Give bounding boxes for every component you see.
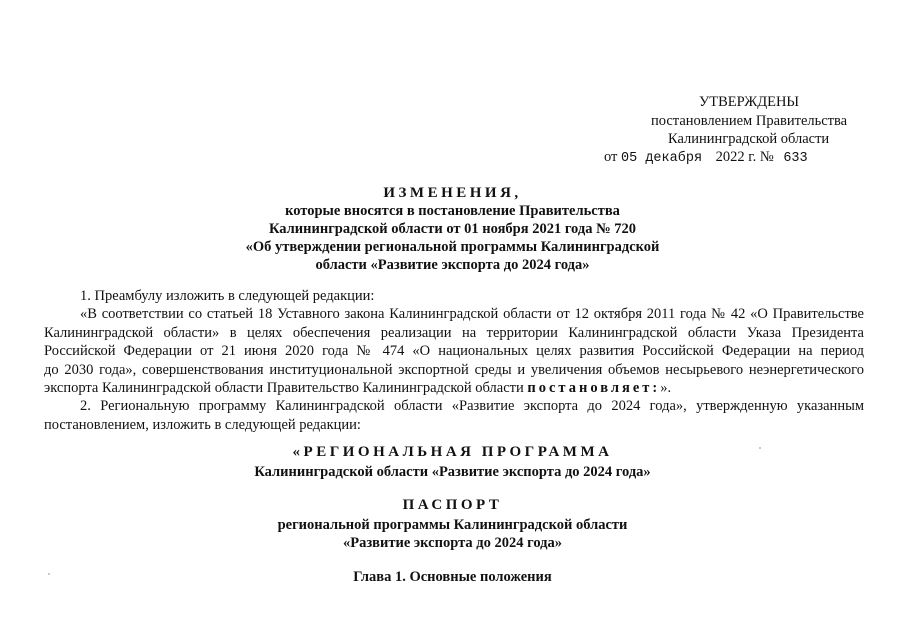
approval-line-1: постановлением Правительства xyxy=(651,113,848,129)
paragraph-2-last-prefix: экспорта Калининградской области Правительство Калининградской области xyxy=(44,380,524,397)
chapter-title: Глава 1. Основные положения xyxy=(353,569,552,585)
changes-heading xyxy=(0,184,905,274)
changes-heading-line-4: области «Развитие экспорта до 2024 года» xyxy=(315,257,590,273)
approval-line-2: Калининградской области xyxy=(668,131,830,147)
passport-title: ПАСПОРТ xyxy=(402,497,503,513)
approval-date-day-month: 05 декабря xyxy=(621,151,703,166)
paragraph-3-line-2: постановлением, изложить в следующей редакции: xyxy=(44,416,361,433)
paragraph-2-line-1: «В соответствии со статьей 18 Уставного закона Калининградской области от 12 октября 2011 года № 42 «О Правительстве xyxy=(80,306,864,323)
program-heading xyxy=(0,443,905,481)
approval-title: УТВЕРЖДЕНЫ xyxy=(699,94,800,110)
paragraph-2-line-5 xyxy=(44,379,864,397)
passport-heading xyxy=(0,496,905,552)
approval-number-sign: № xyxy=(759,149,774,165)
approval-date-prefix: от xyxy=(604,149,618,165)
passport-line-2: «Развитие экспорта до 2024 года» xyxy=(343,535,562,551)
changes-heading-line-3: «Об утверждении региональной программы Калининградской xyxy=(245,239,660,255)
approval-number: 633 xyxy=(783,151,808,166)
paragraph-2-line-2: Калининградской области» в целях обеспечения реализации на территории Калининградской области Указа Президента xyxy=(44,324,864,341)
approval-date-year: 2022 г. xyxy=(715,149,757,165)
changes-heading-line-2: Калининградской области от 01 ноября 2021 года № 720 xyxy=(268,221,637,237)
approval-date-line xyxy=(604,148,808,168)
paragraph-2-line-3: Российской Федерации от 21 июня 2020 года № 474 «О национальных целях развития Российской Федерации на период xyxy=(44,343,864,360)
scan-speck xyxy=(759,447,761,449)
passport-line-1: региональной программы Калининградской области xyxy=(277,517,628,533)
document-body xyxy=(44,287,864,434)
scan-speck xyxy=(48,573,50,575)
changes-heading-line-1: которые вносятся в постановление Правительства xyxy=(285,203,620,219)
paragraph-2-line-4: до 2030 года», совершенствования институциональной экспортной среды и увеличения объемов несырьевого неэнергетического xyxy=(44,361,864,378)
paragraph-1: 1. Преамбулу изложить в следующей редакции: xyxy=(80,288,375,304)
changes-title: ИЗМЕНЕНИЯ, xyxy=(383,185,522,201)
program-subtitle: Калининградской области «Развитие экспорта до 2024 года» xyxy=(254,464,651,480)
paragraph-2-last-suffix: ». xyxy=(660,380,672,397)
paragraph-3-line-1: 2. Региональную программу Калининградской области «Развитие экспорта до 2024 года», утвержденную указанным xyxy=(80,398,864,415)
decree-word: постановляет: xyxy=(527,380,661,397)
program-title: «РЕГИОНАЛЬНАЯ ПРОГРАММА xyxy=(292,444,613,460)
